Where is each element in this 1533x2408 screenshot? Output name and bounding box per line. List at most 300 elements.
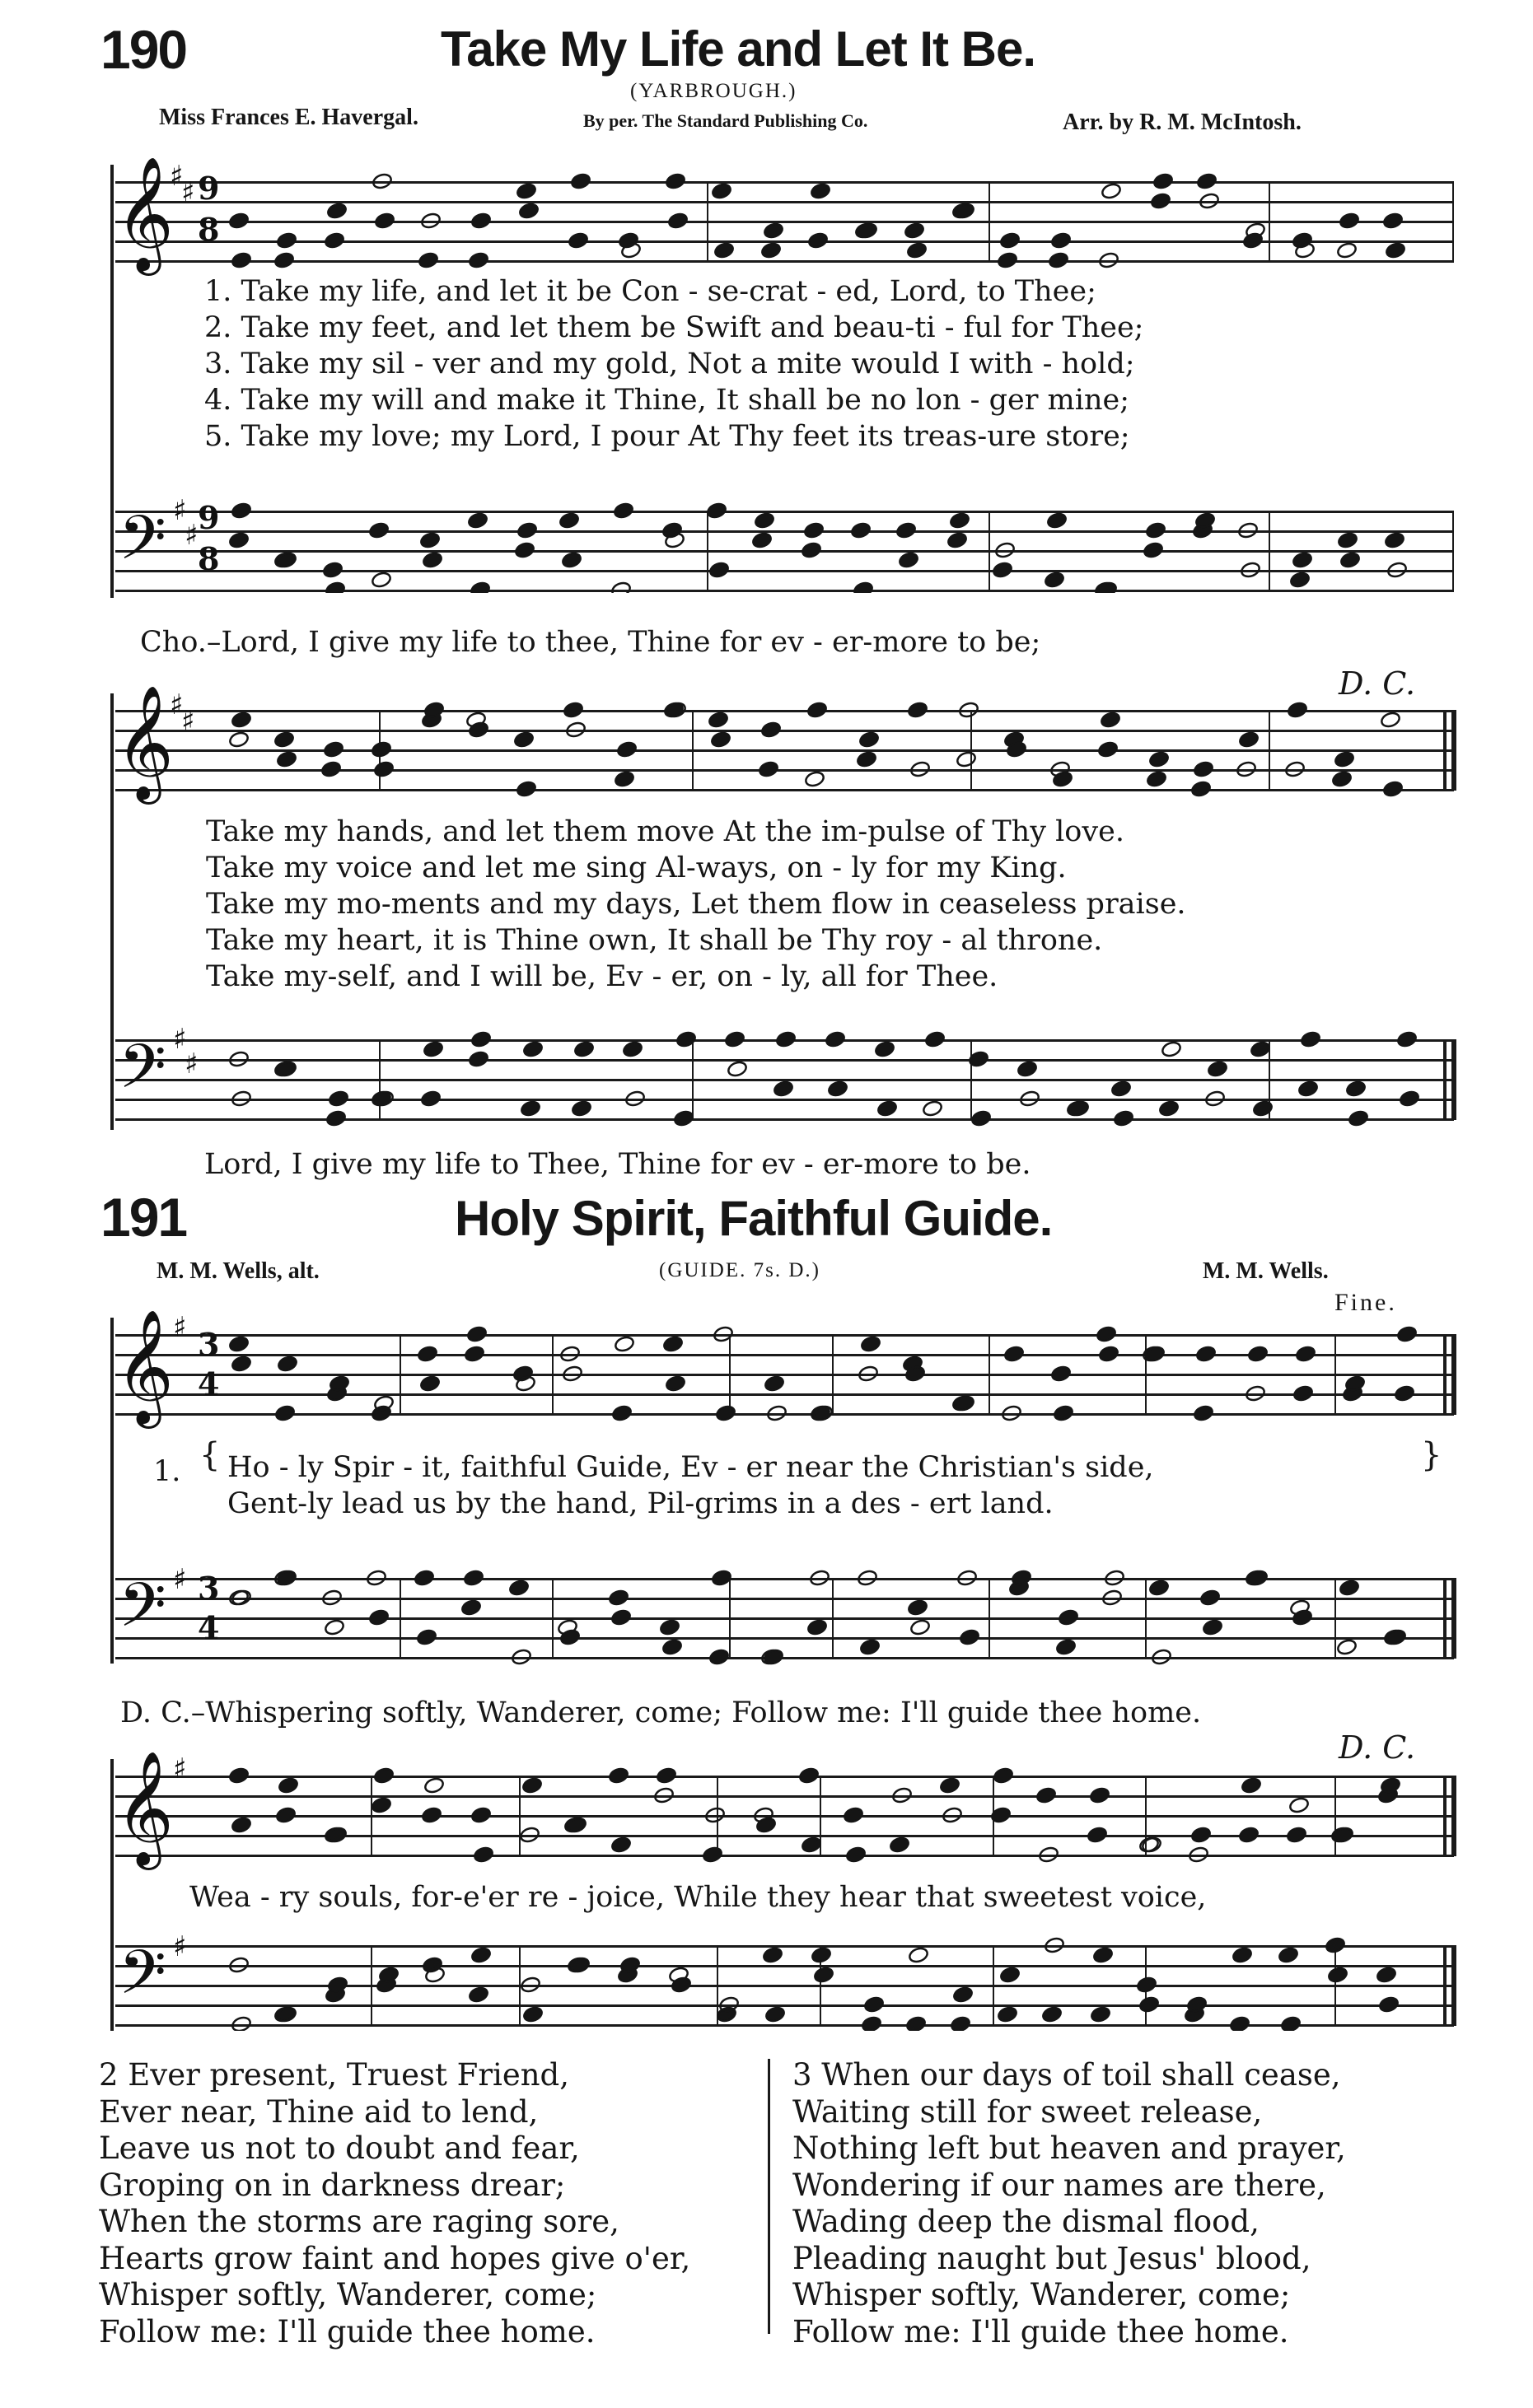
- notehead: [764, 2005, 786, 2023]
- notehead: [922, 1099, 943, 1118]
- notehead: [520, 1976, 541, 1994]
- verse-2-line: Hearts grow faint and hopes give o'er,: [99, 2240, 691, 2276]
- timesig-bottom-bass: 4: [198, 1609, 220, 1646]
- notehead: [1148, 750, 1170, 768]
- notehead: [1384, 531, 1405, 549]
- notehead: [1250, 1040, 1271, 1058]
- notehead: [665, 1374, 686, 1393]
- notehead: [374, 212, 395, 230]
- notehead: [1376, 1966, 1397, 1984]
- system-brace: [110, 1318, 114, 1664]
- notehead: [904, 222, 925, 240]
- notehead: [522, 1040, 544, 1058]
- notehead: [857, 1569, 878, 1587]
- author-190: Miss Frances E. Havergal.: [159, 105, 418, 130]
- notehead: [231, 251, 252, 269]
- verse-3-line-1: 3. Take my sil - ver and my gold, Not a mite would I with - hold;: [204, 348, 1135, 380]
- notehead: [801, 1836, 822, 1854]
- notehead: [366, 1569, 387, 1587]
- notehead: [1145, 521, 1166, 539]
- verse-3-line: 3 When our days of toil shall cease,: [792, 2057, 1341, 2093]
- notehead: [323, 740, 344, 758]
- notehead: [1247, 1345, 1269, 1363]
- notehead: [1382, 780, 1404, 798]
- notehead: [858, 730, 880, 749]
- notehead: [468, 721, 489, 739]
- arranger-190: Arr. by R. M. McIntosh.: [1063, 110, 1302, 135]
- notehead: [807, 231, 829, 250]
- verse-2-line: Whisper softly, Wanderer, come;: [99, 2277, 597, 2312]
- notehead: [662, 1335, 684, 1353]
- verse-2-line: Follow me: I'll guide thee home.: [99, 2313, 596, 2350]
- notehead: [1138, 1995, 1160, 2014]
- notehead: [463, 1569, 484, 1587]
- notehead: [228, 1956, 250, 1974]
- notehead: [1035, 1786, 1057, 1804]
- notehead: [1161, 1040, 1182, 1058]
- notehead: [1097, 740, 1119, 758]
- notehead: [324, 231, 345, 250]
- notehead: [468, 1050, 489, 1068]
- notehead: [809, 1569, 830, 1587]
- hymn-title-191: Holy Spirit, Faithful Guide.: [455, 1191, 1053, 1246]
- notehead: [1295, 1345, 1316, 1363]
- notehead: [610, 1608, 632, 1626]
- notehead: [905, 2015, 927, 2031]
- tune-name-191: (GUIDE. 7s. D.): [659, 1259, 820, 1281]
- notehead: [999, 1966, 1021, 1984]
- column-divider: [768, 2059, 770, 2334]
- notehead: [801, 541, 822, 559]
- lyric-line-b: Gent-ly lead us by the hand, Pil-grims in a des - ert land.: [227, 1487, 1054, 1520]
- verse-3-line: Whisper softly, Wanderer, come;: [792, 2277, 1291, 2312]
- notehead: [325, 581, 346, 593]
- notehead: [908, 1946, 929, 1964]
- notehead: [1286, 1826, 1307, 1844]
- notehead: [1204, 1090, 1226, 1108]
- notehead: [1241, 1776, 1262, 1794]
- notehead: [228, 730, 250, 749]
- notehead: [1046, 511, 1068, 530]
- verse-2-block: [99, 2057, 690, 2350]
- notehead: [909, 1618, 931, 1636]
- notehead: [827, 1080, 848, 1098]
- notehead: [273, 251, 295, 269]
- notehead: [665, 172, 686, 190]
- notehead: [1252, 1099, 1274, 1118]
- notehead: [464, 1345, 485, 1363]
- notehead: [811, 1946, 832, 1964]
- notehead: [810, 182, 831, 200]
- notehead: [561, 551, 582, 569]
- notehead: [470, 1946, 492, 1964]
- notehead: [1089, 1786, 1110, 1804]
- notehead: [1199, 192, 1220, 210]
- notehead: [231, 1355, 252, 1373]
- timesig-bottom: 8: [198, 211, 220, 248]
- notehead: [845, 1846, 867, 1864]
- notehead: [610, 581, 632, 593]
- notehead: [999, 231, 1021, 250]
- notehead: [1339, 551, 1361, 569]
- dc-marker-1: D. C.: [1339, 665, 1416, 702]
- notehead: [611, 1404, 633, 1422]
- notehead: [1195, 1345, 1217, 1363]
- notehead: [1339, 1579, 1360, 1597]
- notehead: [520, 1099, 541, 1118]
- notehead: [942, 1806, 963, 1824]
- notehead: [1003, 1345, 1025, 1363]
- notehead: [762, 1946, 783, 1964]
- notehead: [467, 511, 488, 530]
- notehead: [228, 1050, 250, 1068]
- key-sharp-icon: ♯: [170, 160, 184, 193]
- notehead: [993, 1766, 1014, 1785]
- notehead: [568, 231, 589, 250]
- verse-number-191: 1.: [153, 1455, 181, 1488]
- notehead: [950, 2015, 971, 2031]
- notehead: [1386, 561, 1408, 579]
- notehead: [1334, 750, 1355, 768]
- notehead: [231, 1090, 252, 1108]
- notehead: [1300, 1030, 1321, 1048]
- timesig-top-bass: 3: [198, 1570, 220, 1607]
- notehead: [653, 1786, 675, 1804]
- verse-4-line-1: 4. Take my will and make it Thine, It shall be no lon - ger mine;: [204, 384, 1129, 417]
- notehead: [661, 1638, 683, 1656]
- notehead: [516, 780, 537, 798]
- notehead: [508, 1579, 530, 1597]
- notehead: [368, 1608, 390, 1626]
- notehead: [274, 1404, 296, 1422]
- hymn-title-190: Take My Life and Let It Be.: [441, 21, 1036, 77]
- hymn-number-191: 191: [100, 1187, 187, 1248]
- notehead: [228, 1335, 250, 1353]
- notehead: [1150, 192, 1171, 210]
- notehead: [946, 531, 968, 549]
- system-brace: [110, 165, 114, 598]
- key-sharp-icon: ♯: [181, 176, 195, 209]
- notehead: [231, 2015, 252, 2031]
- notehead: [968, 1050, 989, 1068]
- verse-2-line: Leave us not to doubt and fear,: [99, 2130, 580, 2166]
- notehead: [1237, 521, 1259, 539]
- dc-lyric-line: D. C.–Whispering softly, Wanderer, come; Follow me: I'll guide thee home.: [120, 1696, 1202, 1729]
- timesig-top-bass: 9: [198, 499, 220, 536]
- notehead: [673, 1109, 694, 1127]
- notehead: [1240, 561, 1261, 579]
- notehead: [1292, 1384, 1314, 1402]
- notehead: [994, 541, 1016, 559]
- notehead: [460, 1598, 482, 1617]
- notehead: [760, 241, 782, 259]
- author-191: M. M. Wells, alt.: [157, 1258, 320, 1284]
- verse-3-line: Wondering if our names are there,: [792, 2167, 1326, 2203]
- notehead: [417, 1345, 438, 1363]
- notehead: [278, 1776, 299, 1794]
- notehead: [371, 571, 392, 589]
- notehead: [704, 1806, 726, 1824]
- notehead: [1399, 1090, 1420, 1108]
- key-sharp-icon: ♯: [173, 1311, 187, 1344]
- notehead: [514, 541, 535, 559]
- notehead: [758, 760, 779, 778]
- notehead: [1050, 231, 1072, 250]
- notehead: [325, 1109, 347, 1127]
- notehead: [419, 1374, 441, 1393]
- hymn-number-190: 190: [100, 19, 187, 80]
- notehead: [470, 1806, 492, 1824]
- chorus-line-1: Cho.–Lord, I give my life to thee, Thine for ev - er-more to be;: [140, 626, 1041, 659]
- notehead: [228, 1766, 250, 1785]
- notehead: [1287, 701, 1308, 719]
- notehead: [468, 1986, 489, 2004]
- notehead: [1152, 172, 1174, 190]
- notehead: [1110, 1080, 1132, 1098]
- verse-3-line-2: Take my mo-ments and my days, Let them flow in ceaseless praise.: [206, 888, 1186, 921]
- notehead: [418, 251, 439, 269]
- notehead: [419, 531, 441, 549]
- notehead: [708, 561, 730, 579]
- notehead: [997, 2005, 1018, 2023]
- notehead: [1190, 1826, 1212, 1844]
- notehead: [1288, 1796, 1310, 1814]
- verse-3-line: Pleading naught but Jesus' blood,: [792, 2240, 1311, 2276]
- verse-2-line: Groping on in darkness drear;: [99, 2167, 566, 2203]
- notehead: [1280, 2015, 1302, 2031]
- notehead: [1196, 172, 1218, 190]
- notehead: [874, 1040, 895, 1058]
- notehead: [713, 1325, 734, 1343]
- notehead: [421, 1806, 442, 1824]
- verse-1-line-2: Take my hands, and let them move At the im-pulse of Thy love.: [206, 815, 1124, 848]
- notehead: [228, 531, 250, 549]
- bracket-right-icon: }: [1421, 1436, 1442, 1474]
- notehead: [1325, 1936, 1346, 1954]
- notehead: [610, 1836, 632, 1854]
- notehead: [1158, 1099, 1180, 1118]
- notehead: [1148, 1579, 1170, 1597]
- notehead: [671, 1976, 692, 1994]
- notehead: [276, 231, 297, 250]
- notehead: [1278, 1946, 1299, 1964]
- treble-clef-icon: 𝄞: [115, 1751, 174, 1865]
- bass-clef-icon: 𝄢: [119, 1031, 166, 1118]
- notehead: [959, 1628, 980, 1646]
- verse-4-line-2: Take my heart, it is Thine own, It shall be Thy roy - al throne.: [206, 924, 1103, 957]
- verse-5-line-1: 5. Take my love; my Lord, I pour At Thy feet its treas-ure store;: [204, 420, 1130, 453]
- notehead: [956, 750, 977, 768]
- notehead: [1143, 541, 1164, 559]
- notehead: [1101, 1589, 1123, 1607]
- notehead: [711, 182, 732, 200]
- notehead: [939, 1776, 960, 1794]
- key-sharp-icon: ♯: [181, 705, 195, 738]
- fine-marker: Fine.: [1334, 1289, 1397, 1316]
- notehead: [858, 1365, 879, 1383]
- notehead: [889, 1836, 910, 1854]
- notehead: [1048, 251, 1069, 269]
- notehead: [1245, 1384, 1266, 1402]
- notehead: [1087, 1826, 1108, 1844]
- notehead: [949, 511, 970, 530]
- notehead: [909, 760, 931, 778]
- notehead: [760, 721, 782, 739]
- notehead: [1292, 231, 1313, 250]
- notehead: [1100, 711, 1121, 729]
- notehead: [422, 1956, 443, 1974]
- notehead: [1044, 1936, 1065, 1954]
- verse-2-line: 2 Ever present, Truest Friend,: [99, 2057, 570, 2093]
- notehead: [275, 1806, 297, 1824]
- notehead: [1229, 2015, 1250, 2031]
- notehead: [624, 1090, 646, 1108]
- notehead: [806, 1618, 828, 1636]
- notehead: [675, 1030, 697, 1048]
- notehead: [563, 701, 584, 719]
- notehead: [1113, 1109, 1134, 1127]
- key-sharp-icon: ♯: [173, 1563, 187, 1596]
- verse-2-line-2: Take my voice and let me sing Al-ways, on - ly for my King.: [206, 852, 1067, 884]
- notehead: [231, 1816, 252, 1834]
- notehead: [516, 521, 538, 539]
- notehead: [1001, 1404, 1022, 1422]
- notehead: [1058, 1608, 1079, 1626]
- notehead: [511, 1648, 532, 1666]
- notehead: [423, 1776, 445, 1794]
- notehead: [608, 1589, 629, 1607]
- notehead: [470, 581, 491, 593]
- notehead: [952, 1986, 974, 2004]
- notehead: [803, 521, 825, 539]
- notehead: [891, 1786, 913, 1804]
- lyric-line-a: Ho - ly Spir - it, faithful Guide, Ev - er near the Christian's side,: [227, 1451, 1154, 1484]
- notehead: [907, 701, 928, 719]
- notehead: [766, 1404, 788, 1422]
- notehead: [1199, 1589, 1221, 1607]
- notehead: [371, 740, 392, 758]
- notehead: [907, 1598, 928, 1617]
- notehead: [970, 1109, 992, 1127]
- notehead: [1055, 1638, 1077, 1656]
- notehead: [559, 511, 580, 530]
- key-sharp-icon: ♯: [170, 688, 184, 721]
- notehead: [1038, 1846, 1059, 1864]
- notehead: [992, 561, 1013, 579]
- notehead: [466, 1325, 488, 1343]
- verse-3-line: Nothing left but heaven and prayer,: [792, 2130, 1346, 2166]
- timesig-top: 3: [198, 1326, 220, 1363]
- notehead: [724, 1030, 745, 1048]
- notehead: [711, 1569, 732, 1587]
- notehead: [373, 1766, 395, 1785]
- notehead: [1385, 241, 1406, 259]
- notehead: [997, 251, 1018, 269]
- notehead: [277, 1355, 298, 1373]
- notehead: [708, 711, 729, 729]
- verse-3-line: Follow me: I'll guide thee home.: [792, 2313, 1289, 2350]
- notehead: [368, 521, 390, 539]
- key-sharp-icon: ♯: [185, 1048, 199, 1080]
- notehead: [1394, 1384, 1415, 1402]
- notehead: [273, 730, 295, 749]
- notehead: [608, 1766, 629, 1785]
- notehead: [1292, 1608, 1313, 1626]
- notehead: [764, 1374, 785, 1393]
- notehead: [372, 172, 393, 190]
- notehead: [420, 1090, 442, 1108]
- notehead: [1345, 1080, 1367, 1098]
- notehead: [1297, 1080, 1319, 1098]
- system-brace: [110, 1759, 114, 2031]
- verse-1-line-1: 1. Take my life, and let it be Con - se-crat - ed, Lord, to Thee;: [204, 275, 1096, 308]
- notehead: [1146, 770, 1167, 788]
- notehead: [656, 1766, 677, 1785]
- notehead: [755, 1816, 777, 1834]
- dc-marker-2: D. C.: [1339, 1729, 1416, 1766]
- notehead: [659, 1618, 680, 1636]
- notehead: [516, 182, 537, 200]
- notehead: [1396, 1030, 1418, 1048]
- notehead: [1090, 2005, 1111, 2023]
- permission-190: By per. The Standard Publishing Co.: [583, 110, 868, 131]
- notehead: [1378, 1995, 1400, 2014]
- notehead: [1193, 1404, 1214, 1422]
- notehead: [727, 1060, 748, 1078]
- notehead: [473, 1846, 494, 1864]
- notehead: [1202, 1618, 1223, 1636]
- notehead: [231, 711, 252, 729]
- notehead: [958, 701, 979, 719]
- notehead: [470, 1030, 492, 1048]
- notehead: [1096, 1325, 1117, 1343]
- notehead: [906, 241, 928, 259]
- notehead: [1193, 760, 1214, 778]
- notehead: [1236, 760, 1257, 778]
- notehead: [416, 1628, 437, 1646]
- notehead: [414, 1569, 435, 1587]
- notehead: [706, 502, 727, 520]
- notehead: [876, 1099, 898, 1118]
- notehead: [710, 730, 731, 749]
- notehead: [1238, 1826, 1260, 1844]
- notehead: [1292, 551, 1313, 569]
- notehead: [863, 1995, 885, 2014]
- verse-3-line: Wading deep the dismal flood,: [792, 2204, 1260, 2239]
- key-sharp-icon: ♯: [173, 494, 187, 527]
- notehead: [861, 2015, 882, 2031]
- timesig-bottom: 4: [198, 1365, 220, 1402]
- notehead: [518, 202, 540, 220]
- notehead: [1052, 770, 1073, 788]
- notehead: [559, 1628, 581, 1646]
- notehead: [798, 1766, 820, 1785]
- notehead: [468, 251, 489, 269]
- notehead: [1098, 251, 1119, 269]
- notehead: [1092, 1946, 1114, 1964]
- notehead: [1096, 581, 1118, 593]
- verse-2-line: Ever near, Thine aid to lend,: [99, 2093, 539, 2130]
- notehead: [423, 1040, 444, 1058]
- verse-2-line-1: 2. Take my feet, and let them be Swift and beau-ti - ful for Thee;: [204, 311, 1144, 344]
- notehead: [571, 1099, 592, 1118]
- notehead: [1396, 1325, 1418, 1343]
- verse-5-line-2: Take my-self, and I will be, Ev - er, on - ly, all for Thee.: [206, 960, 998, 993]
- verse-3-line: Waiting still for sweet release,: [792, 2093, 1263, 2130]
- bass-clef-icon: 𝄢: [119, 1570, 166, 1656]
- treble-clef-icon: 𝄞: [115, 156, 174, 271]
- notehead: [322, 561, 344, 579]
